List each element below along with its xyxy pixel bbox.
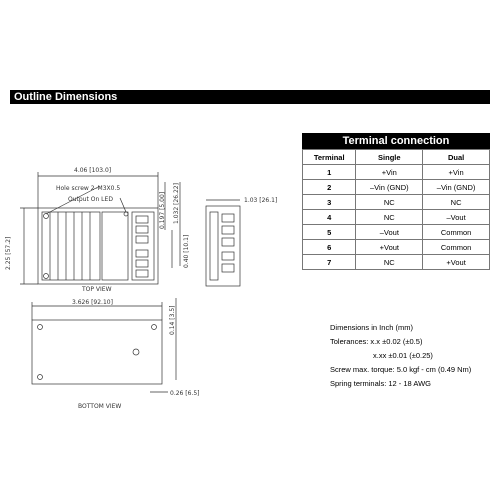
dim-side-width: 1.03 [26.1] <box>244 197 278 204</box>
spec-torque: Screw max. torque: 5.0 kgf - cm (0.49 Nm) <box>330 365 472 374</box>
terminal-number: 3 <box>303 195 356 210</box>
single-cell: +Vin <box>356 165 423 180</box>
dual-cell: NC <box>423 195 490 210</box>
terminal-number: 6 <box>303 240 356 255</box>
spec-tolerance-2: x.xx ±0.01 (±0.25) <box>373 351 433 360</box>
dual-cell: +Vout <box>423 255 490 270</box>
spec-units: Dimensions in Inch (mm) <box>330 323 413 332</box>
dual-cell: –Vout <box>423 210 490 225</box>
dim-height: 2.25 [57.2] <box>5 236 12 270</box>
bottom-view-body <box>32 320 162 384</box>
mount-hole <box>44 274 49 279</box>
terminal-number: 4 <box>303 210 356 225</box>
output-led-label: Output On LED <box>68 196 113 203</box>
table-row <box>303 255 490 270</box>
table-row <box>303 240 490 255</box>
mount-hole <box>44 214 49 219</box>
terminal-number: 1 <box>303 165 356 180</box>
dual-cell: Common <box>423 225 490 240</box>
dual-cell: –Vin (GND) <box>423 180 490 195</box>
top-view-label: TOP VIEW <box>82 286 112 293</box>
spec-terminals: Spring terminals: 12 - 18 AWG <box>330 379 432 388</box>
single-cell: –Vin (GND) <box>356 180 423 195</box>
single-cell: NC <box>356 195 423 210</box>
terminal-number: 5 <box>303 225 356 240</box>
single-cell: NC <box>356 255 423 270</box>
table-title: Terminal connection <box>302 133 490 149</box>
table-row <box>303 225 490 240</box>
table-row <box>303 195 490 210</box>
bottom-view-label: BOTTOM VIEW <box>78 403 122 410</box>
table-header-row <box>303 150 490 165</box>
led-indicator <box>124 212 128 216</box>
dim-014: 0.14 [3.5] <box>169 305 176 335</box>
terminal-connection-table <box>302 133 490 270</box>
single-cell: NC <box>356 210 423 225</box>
table-row <box>303 210 490 225</box>
dim-width: 4.06 [103.0] <box>74 167 112 174</box>
terminal-table-grid <box>302 149 490 270</box>
dim-026: 0.26 [6.5] <box>170 390 200 397</box>
dim-3626: 3.626 [92.10] <box>72 299 113 306</box>
terminal-number: 7 <box>303 255 356 270</box>
column-header: Dual <box>423 150 490 165</box>
single-cell: +Vout <box>356 240 423 255</box>
section-title: Outline Dimensions <box>14 91 118 103</box>
heatsink <box>42 212 100 280</box>
top-view-body <box>38 208 158 284</box>
dual-cell: Common <box>423 240 490 255</box>
column-header: Terminal <box>303 150 356 165</box>
hole-screw-label: Hole screw 2–M3X0.5 <box>56 185 121 192</box>
dim-040: 0.40 [10.1] <box>183 234 190 268</box>
terminal-number: 2 <box>303 180 356 195</box>
single-cell: –Vout <box>356 225 423 240</box>
column-header: Single <box>356 150 423 165</box>
spec-tolerance-1: Tolerances: x.x ±0.02 (±0.5) <box>330 337 423 346</box>
dim-1032: 1.032 [26.22] <box>173 183 180 224</box>
table-row <box>303 180 490 195</box>
table-row <box>303 165 490 180</box>
dual-cell: +Vin <box>423 165 490 180</box>
dim-0197: 0.197 [5.00] <box>159 191 166 229</box>
